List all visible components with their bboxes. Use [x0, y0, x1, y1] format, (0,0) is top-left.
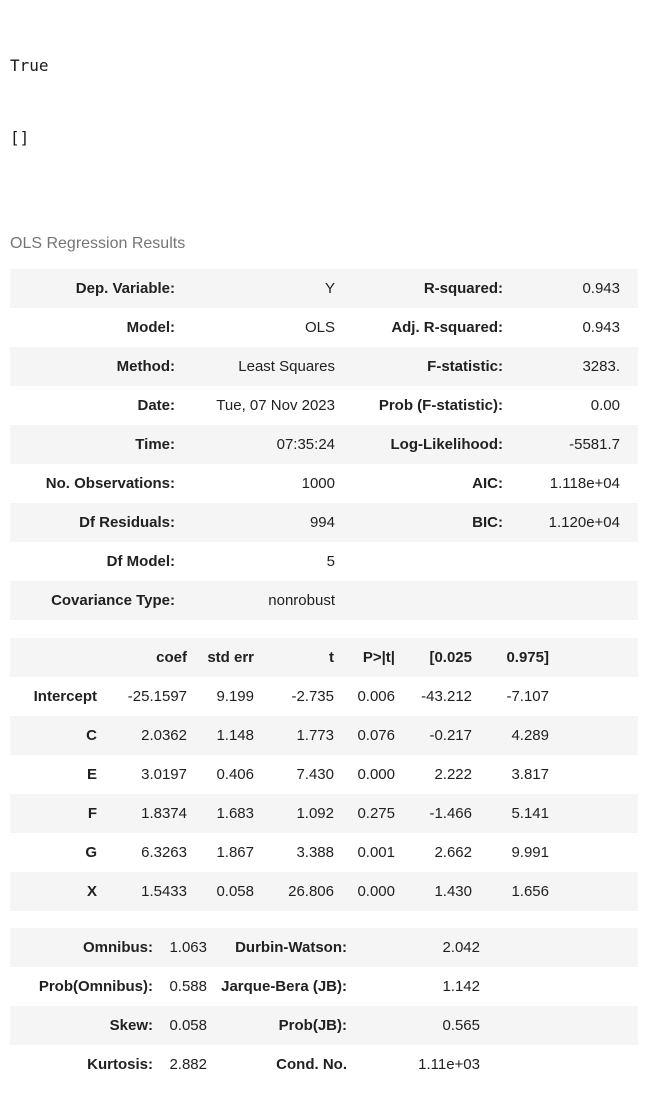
stat-label: BIC: [472, 514, 503, 531]
stat-label: Log-Likelihood: [390, 436, 503, 453]
table-row [10, 928, 638, 967]
table-row [10, 755, 638, 794]
stat-value: 5 [326, 553, 335, 570]
stat-value: 0.565 [442, 1017, 480, 1034]
stat-value: 2.042 [442, 939, 480, 956]
stat-value: 0.588 [169, 978, 207, 995]
t-value: 3.388 [296, 844, 334, 861]
column-header: P>|t| [362, 649, 395, 666]
stat-label: Skew: [109, 1017, 153, 1034]
stat-label [343, 542, 511, 581]
cell-output [10, 6, 638, 198]
stat-value: 1.118e+04 [549, 475, 620, 492]
stat-value: Y [324, 280, 335, 297]
stat-value: Least Squares [238, 358, 335, 375]
stat-label: Df Model: [106, 553, 175, 570]
table-row [10, 503, 638, 542]
p-value: 0.001 [357, 844, 395, 861]
stat-label: AIC: [472, 475, 503, 492]
stat-value: 1000 [301, 475, 335, 492]
output-line: True [10, 56, 49, 75]
t-value: 7.430 [296, 766, 334, 783]
ci-low-value: 1.430 [434, 883, 472, 900]
std-err-value: 0.058 [216, 883, 254, 900]
stat-label: Prob(Omnibus): [38, 978, 153, 995]
table-row [10, 833, 638, 872]
summary-table [10, 269, 638, 620]
stat-value: -5581.7 [569, 436, 620, 453]
stat-value: 2.882 [169, 1056, 207, 1073]
table-row [10, 638, 638, 677]
variable-name: E [86, 766, 97, 783]
stat-label: Time: [135, 436, 175, 453]
column-header: [0.025 [429, 649, 472, 666]
t-value: 1.092 [296, 805, 334, 822]
ci-low-value: -1.466 [429, 805, 472, 822]
table-row [10, 794, 638, 833]
stat-value: 0.058 [169, 1017, 207, 1034]
stat-value: Tue, 07 Nov 2023 [216, 397, 335, 414]
stat-label: Prob (F-statistic): [378, 397, 503, 414]
stat-label: Durbin-Watson: [235, 939, 347, 956]
stat-value: 1.063 [169, 939, 207, 956]
coef-value: 1.5433 [141, 883, 187, 900]
table-row [10, 464, 638, 503]
std-err-value: 1.683 [216, 805, 254, 822]
stat-label: Cond. No. [276, 1056, 347, 1073]
coef-value: 2.0362 [141, 727, 187, 744]
ci-high-value: 5.141 [511, 805, 549, 822]
stat-label: Dep. Variable: [75, 280, 175, 297]
stat-label: Model: [126, 319, 175, 336]
column-header: coef [156, 649, 187, 666]
column-header: t [329, 649, 334, 666]
ci-high-value: -7.107 [506, 688, 549, 705]
stat-value: OLS [304, 319, 335, 336]
stat-label: Prob(JB): [278, 1017, 347, 1034]
diagnostics-table [10, 928, 638, 1084]
std-err-value: 1.867 [216, 844, 254, 861]
t-value: 26.806 [288, 883, 334, 900]
t-value: 1.773 [296, 727, 334, 744]
ci-low-value: -43.212 [421, 688, 472, 705]
ci-low-value: 2.662 [434, 844, 472, 861]
std-err-value: 0.406 [216, 766, 254, 783]
stat-label: F-statistic: [427, 358, 503, 375]
p-value: 0.275 [357, 805, 395, 822]
p-value: 0.006 [357, 688, 395, 705]
coef-value: 3.0197 [141, 766, 187, 783]
ci-high-value: 9.991 [511, 844, 549, 861]
table-row [10, 386, 638, 425]
stat-label: Adj. R-squared: [391, 319, 503, 336]
column-header: std err [207, 649, 254, 666]
ci-low-value: 2.222 [434, 766, 472, 783]
table-row [10, 425, 638, 464]
variable-name: X [86, 883, 97, 900]
stat-value: 1.142 [442, 978, 480, 995]
column-header: 0.975] [506, 649, 549, 666]
coef-value: 1.8374 [141, 805, 187, 822]
stat-value: nonrobust [268, 592, 335, 609]
stat-label: Kurtosis: [87, 1056, 153, 1073]
stat-value [511, 542, 628, 581]
table-row [10, 308, 638, 347]
column-header [10, 638, 105, 677]
variable-name: F [87, 805, 97, 822]
ci-low-value: -0.217 [429, 727, 472, 744]
p-value: 0.076 [357, 727, 395, 744]
t-value: -2.735 [291, 688, 334, 705]
stat-label: Method: [116, 358, 175, 375]
table-row [10, 1006, 638, 1045]
stat-label: No. Observations: [45, 475, 175, 492]
stat-value: 1.120e+04 [548, 514, 620, 531]
variable-name: C [86, 727, 97, 744]
stat-label: Date: [137, 397, 175, 414]
stat-label: Df Residuals: [79, 514, 175, 531]
table-row [10, 967, 638, 1006]
stat-value: 994 [309, 514, 335, 531]
stat-label: Jarque-Bera (JB): [221, 978, 347, 995]
table-row [10, 716, 638, 755]
std-err-value: 1.148 [216, 727, 254, 744]
coefficients-table [10, 638, 638, 911]
variable-name: Intercept [33, 688, 97, 705]
stat-label [343, 581, 511, 620]
table-row [10, 677, 638, 716]
stat-label: Covariance Type: [51, 592, 175, 609]
p-value: 0.000 [357, 883, 395, 900]
p-value: 0.000 [357, 766, 395, 783]
ci-high-value: 4.289 [511, 727, 549, 744]
table-row [10, 872, 638, 911]
stat-label: R-squared: [423, 280, 503, 297]
stat-value: 0.00 [590, 397, 620, 414]
ci-high-value: 3.817 [511, 766, 549, 783]
stat-value: 1.11e+03 [418, 1056, 480, 1073]
table-row [10, 542, 638, 581]
stat-value: 0.943 [582, 319, 620, 336]
std-err-value: 9.199 [216, 688, 254, 705]
stat-value: 07:35:24 [276, 436, 335, 453]
table-row [10, 1045, 638, 1084]
stat-value [511, 581, 628, 620]
coef-value: 6.3263 [141, 844, 187, 861]
output-line: [] [10, 128, 30, 147]
table-row [10, 581, 638, 620]
results-title: OLS Regression Results [10, 235, 186, 252]
stat-value: 3283. [582, 358, 620, 375]
coef-value: -25.1597 [127, 688, 187, 705]
stat-label: Omnibus: [83, 939, 153, 956]
stat-value: 0.943 [582, 280, 620, 297]
table-row [10, 347, 638, 386]
table-row [10, 269, 638, 308]
variable-name: G [85, 844, 97, 861]
ci-high-value: 1.656 [511, 883, 549, 900]
